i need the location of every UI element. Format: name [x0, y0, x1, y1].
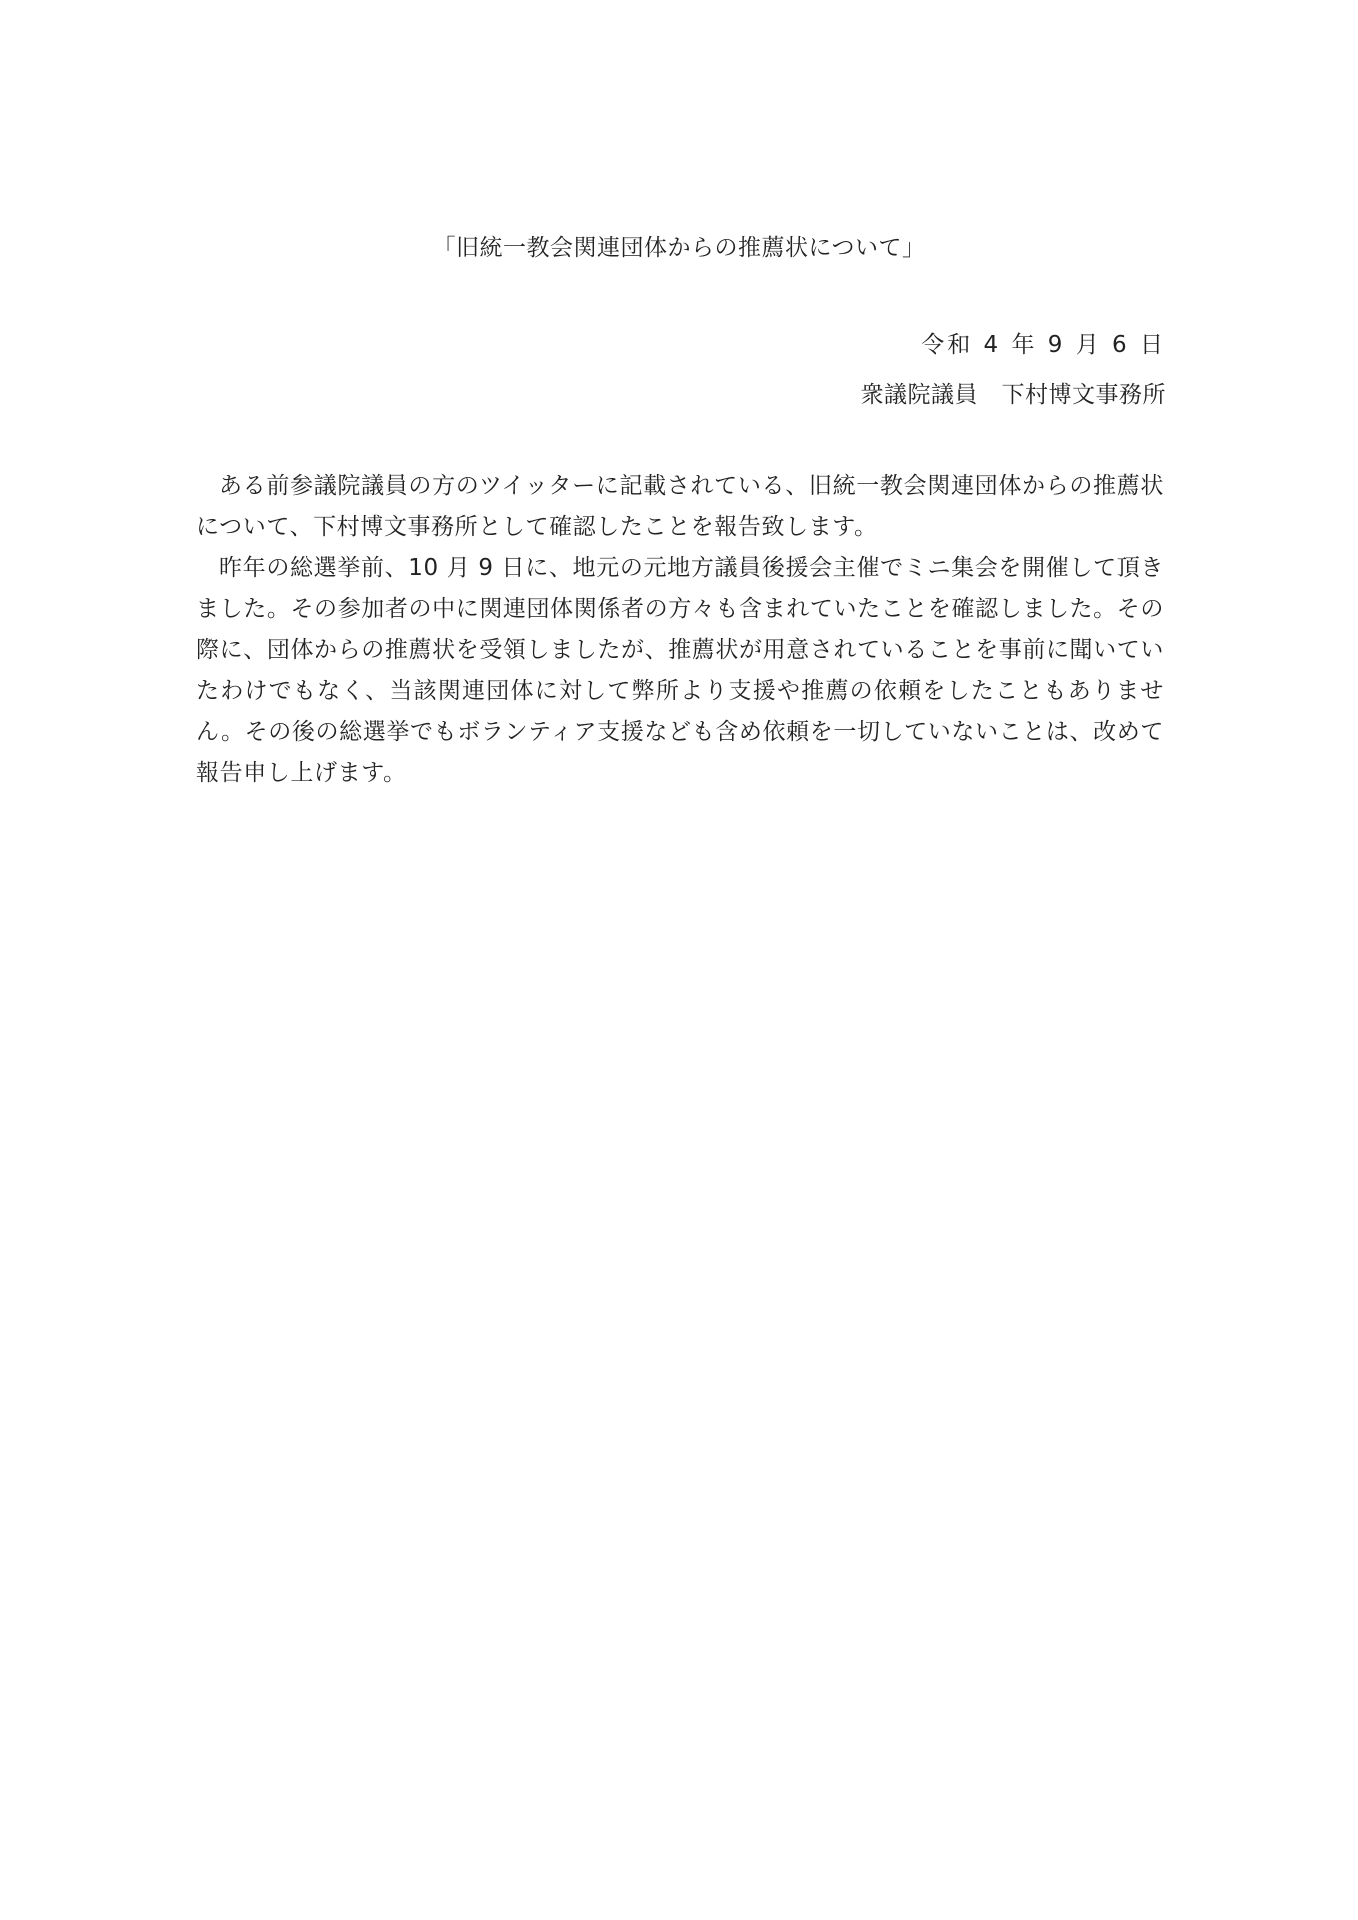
- body-paragraph-1: ある前参議院議員の方のツイッターに記載されている、旧統一教会関連団体からの推薦状について、下村博文事務所として確認したことを報告致します。: [196, 473, 1164, 540]
- document-date: 令和 4 年 9 月 6 日: [921, 332, 1166, 358]
- document-title: 「旧統一教会関連団体からの推薦状について」: [432, 235, 926, 261]
- document-sender: 衆議院議員 下村博文事務所: [860, 382, 1166, 408]
- body-paragraph-2: 昨年の総選挙前、10 月 9 日に、地元の元地方議員後援会主催でミニ集会を開催して頂きました。その参加者の中に関連団体関係者の方々も含まれていたことを確認しました。その際に、団体からの推薦状を受領しましたが、推薦状が用意されていることを事前に聞いていたわけでもなく、当該関連団体に対して弊所より支援や推薦の依頼をしたこともありません。その後の総選挙でもボランティア支援なども含め依頼を一切していないことは、改めて報告申し上げます。: [196, 555, 1164, 786]
- document-body: [196, 466, 1164, 794]
